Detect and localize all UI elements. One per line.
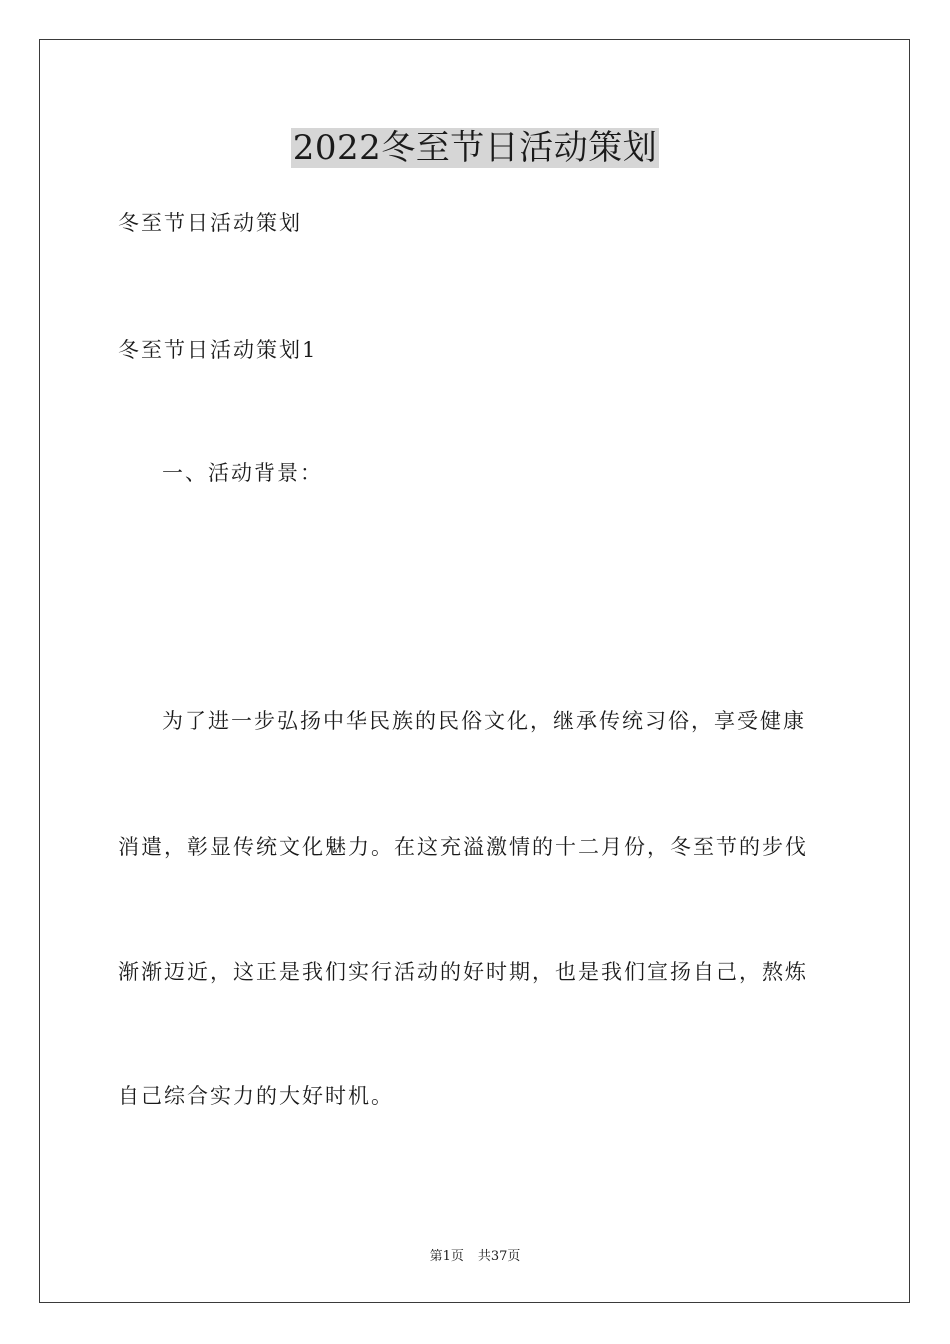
document-title: 2022冬至节日活动策划 — [292, 128, 658, 168]
paragraph-line: 自己综合实力的大好时机。 — [118, 1084, 394, 1108]
title-container — [0, 128, 950, 168]
total-pages: 共37页 — [477, 1249, 521, 1264]
page-number: 第1页 — [429, 1249, 464, 1264]
paragraph-line: 渐渐迈近，这正是我们实行活动的好时期，也是我们宣扬自己，熬炼 — [118, 960, 808, 984]
section-title: 冬至节日活动策划1 — [118, 338, 318, 362]
section-heading: 一、活动背景： — [162, 461, 323, 485]
page-footer — [0, 1248, 950, 1266]
document-subtitle: 冬至节日活动策划 — [118, 211, 302, 235]
paragraph-line: 消遣，彰显传统文化魅力。在这充溢激情的十二月份，冬至节的步伐 — [118, 835, 808, 859]
paragraph-line: 为了进一步弘扬中华民族的民俗文化，继承传统习俗，享受健康 — [162, 709, 806, 733]
